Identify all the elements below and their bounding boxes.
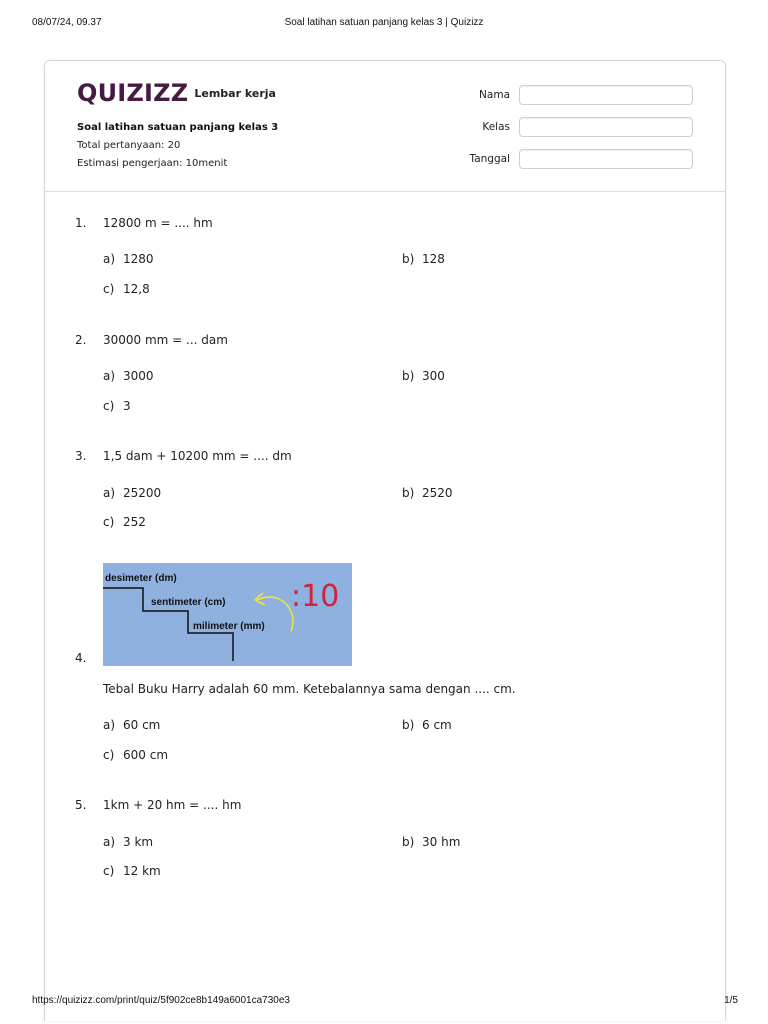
option-label: a) [103, 835, 116, 849]
question-4 [75, 651, 715, 771]
option-c [103, 748, 168, 762]
option-text: 300 [422, 369, 445, 383]
option-text: 30 hm [422, 835, 461, 849]
option-c [103, 515, 146, 529]
option-label: a) [103, 369, 116, 383]
date-row [450, 147, 693, 171]
quiz-meta [77, 119, 278, 173]
option-label: b) [402, 369, 415, 383]
option-text: 25200 [123, 486, 162, 500]
option-text: 128 [422, 252, 445, 266]
option-label: a) [103, 252, 116, 266]
print-url: https://quizizz.com/print/quiz/5f902ce8b149a6001ca730e3 [32, 995, 290, 1006]
option-a [103, 835, 153, 849]
option-b [402, 486, 453, 500]
question-text: 1,5 dam + 10200 mm = .... dm [103, 449, 292, 463]
option-label: b) [402, 486, 415, 500]
worksheet-subtitle: Lembar kerja [194, 86, 276, 100]
brand [77, 79, 276, 107]
option-text: 1280 [123, 252, 154, 266]
print-datetime: 08/07/24, 09.37 [32, 17, 102, 28]
option-label: b) [402, 835, 415, 849]
question-text: 1km + 20 hm = .... hm [103, 798, 242, 812]
option-label: a) [103, 718, 116, 732]
date-field[interactable] [519, 149, 693, 169]
option-label: c) [103, 748, 115, 762]
step-label: milimeter (mm) [193, 621, 265, 632]
option-label: c) [103, 282, 115, 296]
question-text: Tebal Buku Harry adalah 60 mm. Ketebalannya sama dengan .... cm. [103, 682, 516, 696]
student-fields [450, 83, 693, 179]
option-c [103, 282, 150, 296]
option-c [103, 399, 131, 413]
option-b [402, 252, 445, 266]
option-a [103, 369, 154, 383]
option-label: b) [402, 718, 415, 732]
option-b [402, 718, 452, 732]
annotation-divide-10: :10 [291, 579, 340, 614]
question-text: 12800 m = .... hm [103, 216, 213, 230]
option-text: 3000 [123, 369, 154, 383]
question-number: 5. [75, 798, 87, 812]
option-label: c) [103, 864, 115, 878]
worksheet-header [45, 61, 725, 192]
name-field[interactable] [519, 85, 693, 105]
step-label: sentimeter (cm) [151, 597, 226, 608]
worksheet [44, 60, 726, 1021]
name-label: Nama [479, 89, 510, 101]
option-text: 6 cm [422, 718, 452, 732]
option-a [103, 252, 154, 266]
option-label: c) [103, 399, 115, 413]
option-b [402, 369, 445, 383]
question-number: 1. [75, 216, 87, 230]
date-label: Tanggal [469, 153, 510, 165]
estimated-time: Estimasi pengerjaan: 10menit [77, 158, 228, 169]
option-text: 3 km [123, 835, 154, 849]
option-label: a) [103, 486, 116, 500]
question-number: 3. [75, 449, 87, 463]
option-text: 12,8 [123, 282, 150, 296]
option-c [103, 864, 161, 878]
option-text: 252 [123, 515, 146, 529]
option-text: 600 cm [123, 748, 169, 762]
quizizz-logo: QUIZIZZ [77, 79, 189, 107]
class-row [450, 115, 693, 139]
option-a [103, 486, 161, 500]
option-b [402, 835, 460, 849]
question-number: 2. [75, 333, 87, 347]
question-number: 4. [75, 651, 87, 665]
name-row [450, 83, 693, 107]
option-text: 2520 [422, 486, 453, 500]
step-label: desimeter (dm) [105, 573, 177, 584]
class-label: Kelas [482, 121, 510, 133]
print-page-number: 1/5 [724, 995, 738, 1006]
option-text: 12 km [123, 864, 161, 878]
print-page-title: Soal latihan satuan panjang kelas 3 | Quizizz [284, 17, 484, 28]
option-label: b) [402, 252, 415, 266]
option-a [103, 718, 160, 732]
total-questions: Total pertanyaan: 20 [77, 140, 181, 151]
option-label: c) [103, 515, 115, 529]
class-field[interactable] [519, 117, 693, 137]
question-text: 30000 mm = ... dam [103, 333, 228, 347]
option-text: 3 [123, 399, 131, 413]
quiz-title: Soal latihan satuan panjang kelas 3 [77, 122, 279, 133]
option-text: 60 cm [123, 718, 161, 732]
